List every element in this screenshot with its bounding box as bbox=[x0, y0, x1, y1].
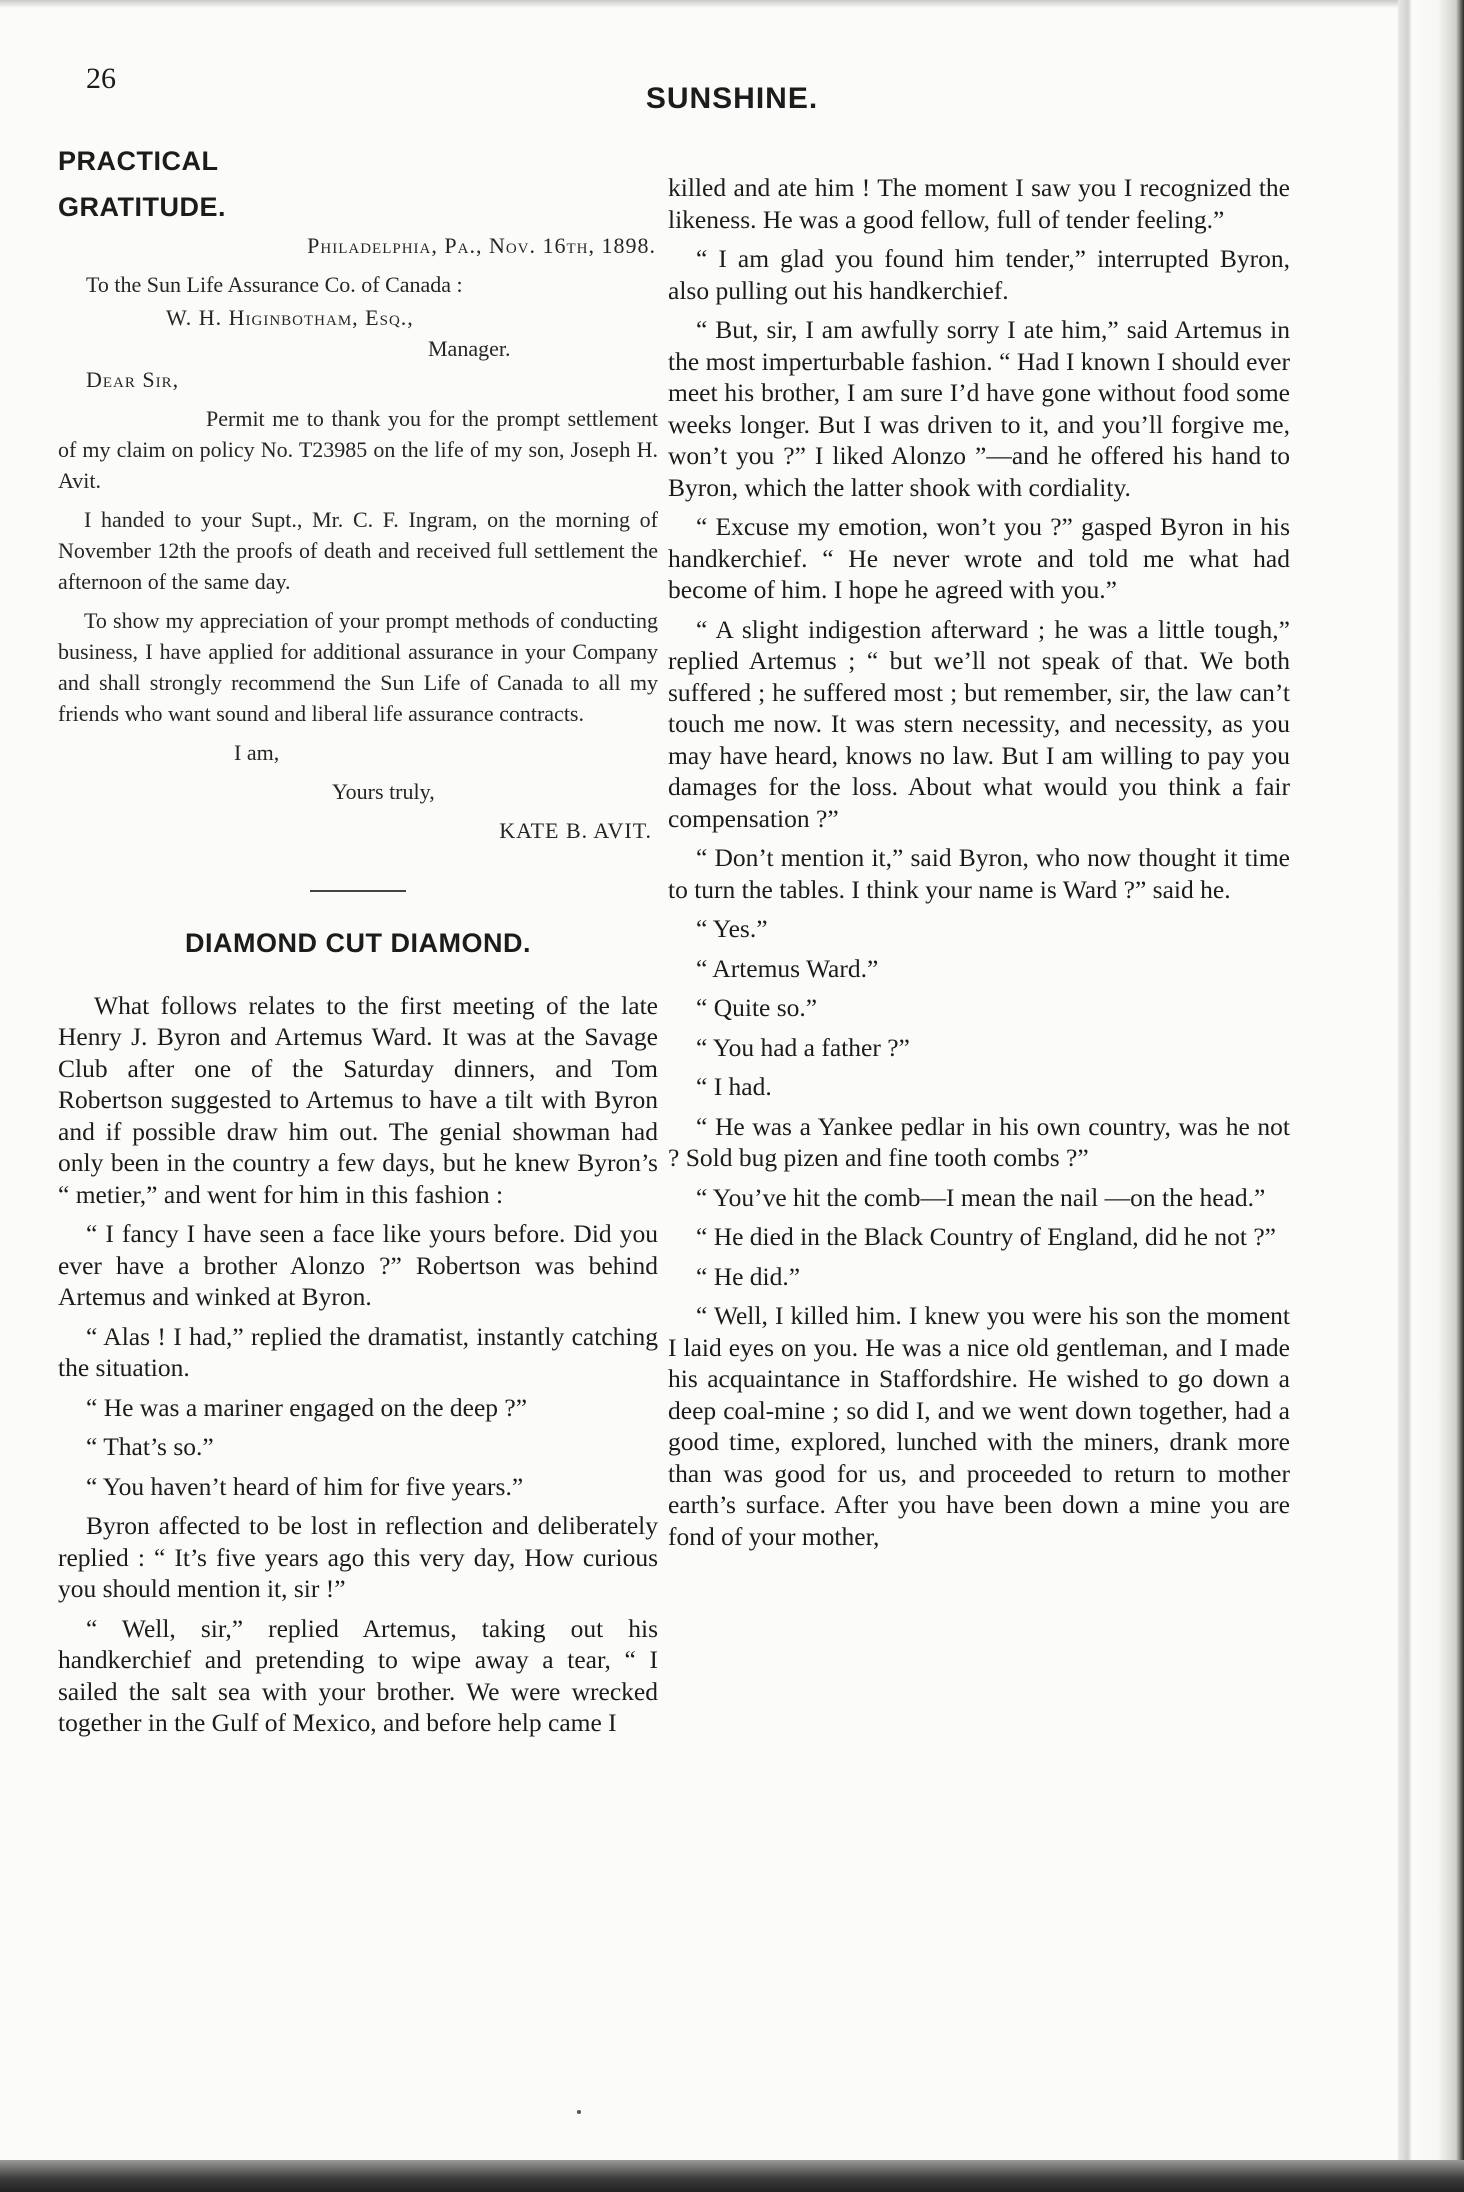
story-paragraph: “ Alas ! I had,” replied the dramatist, instantly catching the situation. bbox=[58, 1321, 658, 1382]
print-speck bbox=[577, 2110, 581, 2114]
page-top-edge bbox=[0, 0, 1410, 8]
story-paragraph: “ Well, sir,” replied Artemus, taking out his handkerchief and pretending to wipe away a tear, “ I sailed the salt sea with your brother. We were wrecked together in the Gulf of Mexico, and before help came I bbox=[58, 1613, 658, 1737]
story-paragraph: “ Excuse my emotion, won’t you ?” gasped Byron in his handkerchief. “ He never wrote and told me what had become of him. I hope he agreed with you.” bbox=[668, 512, 1290, 604]
story-title: DIAMOND CUT DIAMOND. bbox=[185, 928, 531, 958]
story-paragraph: “ Yes.” bbox=[696, 914, 768, 943]
story-paragraph: “ You’ve hit the comb—I mean the nail —on the head.” bbox=[696, 1182, 1266, 1212]
story-paragraph: “ That’s so.” bbox=[86, 1432, 214, 1461]
story-paragraph: “ I am glad you found him tender,” interrupted Byron, also pulling out his handkerchief. bbox=[668, 244, 1290, 305]
story-paragraph: “ Quite so.” bbox=[696, 993, 818, 1022]
letter-date: Philadelphia, Pa., Nov. 16th, 1898. bbox=[307, 233, 656, 258]
story-paragraph: What follows relates to the first meeting of the late Henry J. Byron and Artemus Ward. It was at the Savage Club after one of the Saturday dinners, and Tom Robertson suggested to Artemus to have a tilt with Byron and if possible draw him out. The genial showman had only been in the country a few days, but he knew Byron’s “ metier,” and went for him in this fashion : bbox=[58, 990, 658, 1209]
letter-addressee-title: Manager. bbox=[428, 336, 511, 361]
letter-salutation: Dear Sir, bbox=[86, 367, 180, 392]
story-paragraph: “ You haven’t heard of him for five years.” bbox=[86, 1471, 524, 1501]
right-column bbox=[668, 172, 1290, 1560]
page-number: 26 bbox=[86, 62, 116, 95]
story-paragraph: “ He was a mariner engaged on the deep ?” bbox=[86, 1392, 528, 1422]
story-paragraph: “ He was a Yankee pedlar in his own country, was he not ? Sold bug pizen and fine tooth combs ?” bbox=[668, 1111, 1290, 1172]
letter-paragraph: I handed to your Supt., Mr. C. F. Ingram, on the morning of November 12th the proofs of death and received full settlement the afternoon of the same day. bbox=[58, 507, 658, 594]
section-divider bbox=[310, 890, 406, 892]
letter-signature: KATE B. AVIT. bbox=[499, 818, 652, 843]
story-paragraph: “ Don’t mention it,” said Byron, who now thought it time to turn the tables. I think your name is Ward ?” said he. bbox=[668, 843, 1290, 904]
story-paragraph: “ You had a father ?” bbox=[696, 1032, 910, 1062]
story-paragraph: Byron affected to be lost in reflection and deliberately replied : “ It’s five years ago this very day, How curious you should mention it, sir !” bbox=[58, 1511, 658, 1603]
letter-closing: I am, bbox=[234, 740, 280, 765]
letter-heading-line2: GRATITUDE. bbox=[58, 192, 226, 222]
letter-paragraph: Permit me to thank you for the prompt settlement of my claim on policy No. T23985 on the life of my son, Joseph H. Avit. bbox=[58, 406, 658, 493]
story-left-part bbox=[58, 990, 658, 1739]
testimonial-letter bbox=[58, 230, 658, 846]
story-paragraph: “ Well, I killed him. I knew you were his son the moment I laid eyes on you. He was a nice old gentleman, and I made his acquaintance in Staffordshire. He wished to go down a deep coal-mine ; so did I, and we went down together, had a good time, explored, lunched with the miners, drank more than was good for us, and proceeded to return to mother earth’s surface. After you have been down a mine you are fond of your mother, bbox=[668, 1301, 1290, 1551]
letter-recipient: To the Sun Life Assurance Co. of Canada : bbox=[86, 272, 463, 297]
letter-heading-line1: PRACTICAL bbox=[58, 146, 219, 176]
story-paragraph: killed and ate him ! The moment I saw you I recognized the likeness. He was a good fellow, full of tender feeling.” bbox=[668, 173, 1290, 234]
story-paragraph: “ I had. bbox=[696, 1072, 772, 1101]
story-paragraph: “ I fancy I have seen a face like yours before. Did you ever have a brother Alonzo ?” Robertson was behind Artemus and winked at Byron. bbox=[58, 1219, 658, 1311]
facing-page-edge bbox=[1398, 0, 1464, 2192]
story-paragraph: “ But, sir, I am awfully sorry I ate him,” said Artemus in the most imperturbable fashion. “ Had I known I should ever meet his brother, I am sure I’d have gone without food some weeks longer. But I was driven to it, and you’ll forgive me, won’t you ?” I liked Alonzo ”—and he offered his hand to Byron, which the latter shook with cordiality. bbox=[668, 315, 1290, 502]
scan-bottom-edge bbox=[0, 2160, 1464, 2192]
story-paragraph: “ He did.” bbox=[696, 1261, 801, 1291]
left-column bbox=[58, 138, 658, 1747]
letter-addressee: W. H. Higinbotham, Esq., bbox=[166, 305, 414, 330]
letter-paragraph: To show my appreciation of your prompt methods of conducting business, I have applied for additional assurance in your Company and shall strongly recommend the Sun Life of Canada to all my friends who want sound and liberal life assurance contracts. bbox=[58, 608, 658, 726]
story-paragraph: “ He died in the Black Country of England, did he not ?” bbox=[696, 1222, 1276, 1251]
story-paragraph: “ A slight indigestion afterward ; he was a little tough,” replied Artemus ; “ but we’ll not speak of that. We both suffered ; he suffered most ; but remember, sir, the law can’t touch me now. It was stern necessity, and necessity, as you may have heard, knows no law. But I am willing to pay you damages for the loss. About what would you think a fair compensation ?” bbox=[668, 614, 1290, 833]
story-paragraph: “ Artemus Ward.” bbox=[696, 953, 879, 983]
letter-valediction: Yours truly, bbox=[332, 779, 435, 804]
running-head: SUNSHINE. bbox=[645, 82, 819, 115]
